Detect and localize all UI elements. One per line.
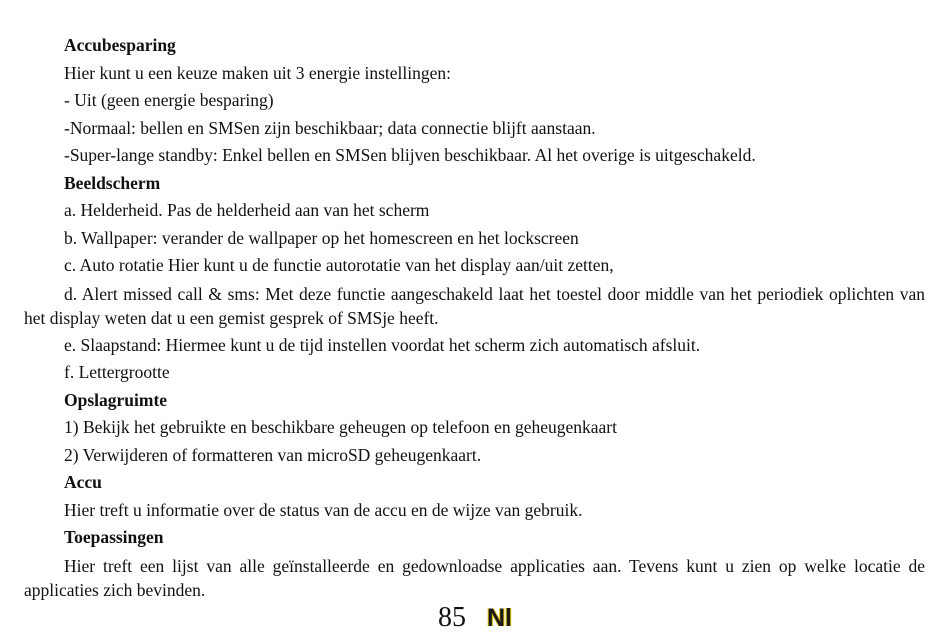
paragraph-wrapped: Hier treft een lijst van alle geïnstalleerde en gedownloadse applicaties aan. Tevens kunt u zien op welke locatie de applicaties zich bevinden.	[24, 555, 925, 600]
paragraph-line: a. Helderheid. Pas de helderheid aan van het scherm	[64, 200, 430, 220]
document-page	[24, 32, 925, 604]
paragraph-line: Hier treft u informatie over de status van de accu en de wijze van gebruik.	[64, 499, 583, 520]
paragraph-line: e. Slaapstand: Hiermee kunt u de tijd instellen voordat het scherm zich automatisch afsluit.	[64, 334, 701, 355]
paragraph-wrapped: d. Alert missed call & sms: Met deze functie aangeschakeld laat het toestel door middle van het periodiek oplichten van het display weten dat u een gemist gesprek of SMSje heeft.	[24, 283, 925, 328]
paragraph-line: f. Lettergrootte	[64, 362, 170, 382]
paragraph-line: -Super-lange standby: Enkel bellen en SMSen blijven beschikbaar. Al het overige is uitgeschakeld.	[64, 145, 756, 165]
paragraph-line: Hier kunt u een keuze maken uit 3 energie instellingen:	[64, 62, 451, 83]
paragraph-line: - Uit (geen energie besparing)	[64, 90, 274, 110]
paragraph-line: -Normaal: bellen en SMSen zijn beschikbaar; data connectie blijft aanstaan.	[64, 117, 596, 138]
page-footer	[0, 600, 950, 636]
paragraph-line: b. Wallpaper: verander de wallpaper op het homescreen en het lockscreen	[64, 227, 579, 248]
section-heading-beeldscherm: Beeldscherm	[64, 172, 161, 193]
section-heading-opslagruimte: Opslagruimte	[64, 389, 168, 410]
page-number: 85	[438, 602, 466, 633]
section-heading-accubesparing: Accubesparing	[64, 35, 176, 55]
section-heading-toepassingen: Toepassingen	[64, 527, 164, 547]
paragraph-line: c. Auto rotatie Hier kunt u de functie autorotatie van het display aan/uit zetten,	[64, 255, 614, 275]
section-heading-accu: Accu	[64, 472, 102, 492]
paragraph-line: 2) Verwijderen of formatteren van microSD geheugenkaart.	[64, 444, 482, 465]
paragraph-line: 1) Bekijk het gebruikte en beschikbare geheugen op telefoon en geheugenkaart	[64, 417, 617, 437]
language-code: Nl	[487, 604, 512, 632]
